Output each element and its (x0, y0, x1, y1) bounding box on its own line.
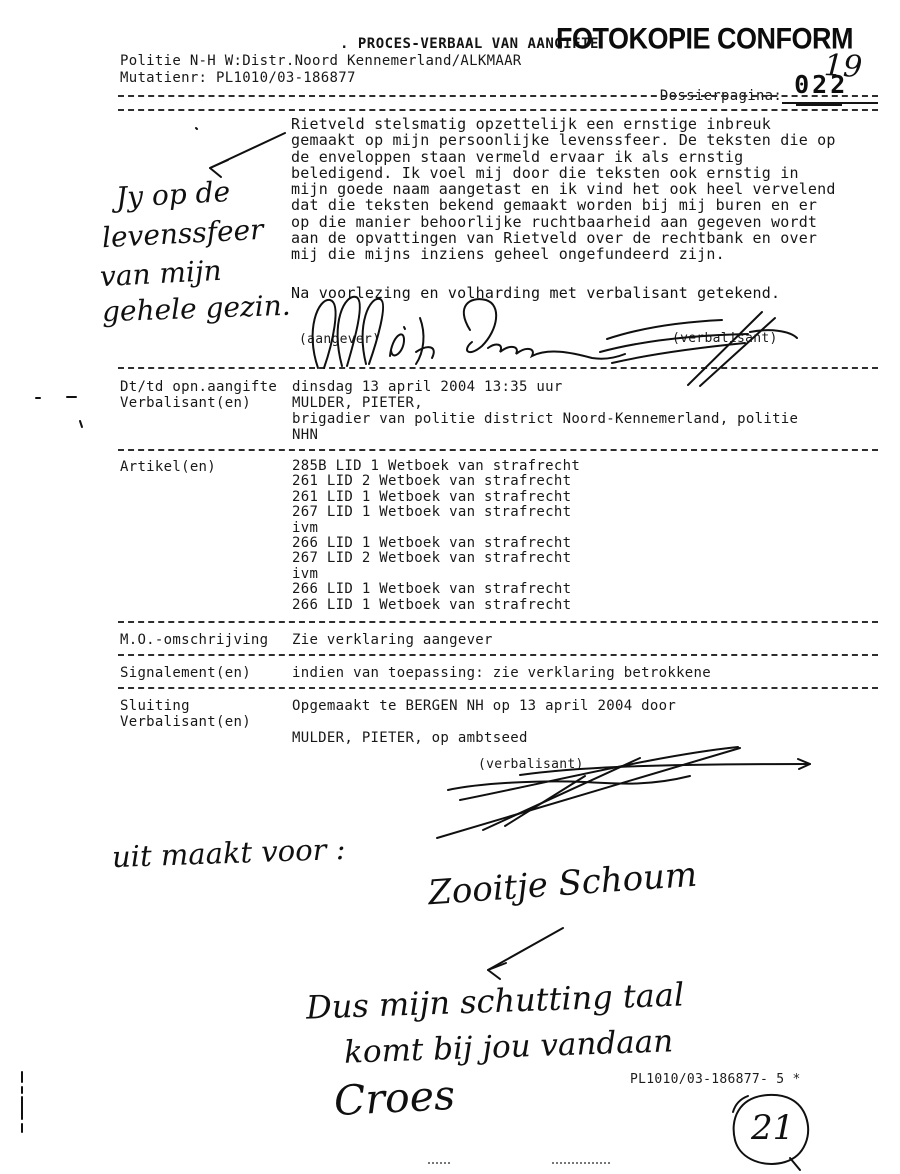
verbalisant-bottom-label: (verbalisant) (478, 757, 584, 772)
separator-line (118, 109, 878, 111)
label-mo-omschrijving: M.O.-omschrijving (120, 632, 269, 648)
closing-sentence: Na voorlezing en volharding met verbalisant getekend. (291, 284, 781, 302)
separator-line (118, 367, 878, 369)
value-mo: Zie verklaring aangever (292, 632, 493, 648)
field-label-dt (120, 379, 277, 411)
field-label-signalement (120, 665, 251, 681)
field-value-artikelen (292, 459, 580, 613)
value-verbalisant-rank: brigadier van politie district Noord-Kennemerland, politie (292, 411, 799, 427)
dossier-sub-underline (796, 104, 842, 106)
artikel-line: 266 LID 1 Wetboek van strafrecht (292, 535, 572, 552)
artikel-line: ivm (292, 519, 319, 536)
separator-line (118, 95, 878, 97)
statement-line: mij die mijns inziens geheel ongefundeerd zijn. (291, 245, 725, 264)
label-verbalisant: Verbalisant(en) (120, 395, 251, 411)
arrow-to-statement (210, 133, 285, 177)
scan-noise (552, 1162, 610, 1164)
document-title: . PROCES-VERBAAL VAN AANGIFTE (340, 36, 599, 52)
circled-page-number: 21 (751, 1108, 795, 1148)
artikel-line: 267 LID 2 Wetboek van strafrecht (292, 550, 572, 567)
statement-line: Rietveld stelsmatig opzettelijk een ernstige inbreuk (291, 115, 771, 133)
separator-line (118, 449, 878, 451)
footer-reference: PL1010/03-186877- 5 * (630, 1072, 801, 1087)
value-signalement: indien van toepassing: zie verklaring betrokkene (292, 665, 711, 681)
margin-note-line2: levenssfeer (101, 212, 265, 255)
field-value-dt (292, 379, 798, 443)
artikel-line: ivm (292, 565, 319, 582)
artikel-line: 267 LID 1 Wetboek van strafrecht (292, 504, 572, 521)
arrow-to-dus-note (488, 928, 563, 979)
aangever-label: (aangever) (299, 332, 381, 347)
dossier-label: Dossierpagina: (659, 88, 783, 104)
handwritten-dus-line1: Dus mijn schutting taal (305, 975, 685, 1027)
label-signalement: Signalement(en) (120, 665, 251, 681)
handwritten-page-19: 19 (823, 48, 864, 85)
artikel-line: 266 LID 1 Wetboek van strafrecht (292, 581, 572, 598)
value-date-time: dinsdag 13 april 2004 13:35 uur (292, 379, 563, 395)
separator-line (118, 687, 878, 689)
fotokopie-conform-stamp: FOTOKOPIE CONFORM (556, 22, 854, 56)
statement-line: op die manier behoorlijke ruchtbaarheid aan gegeven wordt (291, 212, 818, 231)
separator-line (118, 654, 878, 656)
field-label-sluiting (120, 698, 251, 730)
mutation-number: Mutatienr: PL1010/03-186877 (120, 70, 356, 86)
statement-line: dat die teksten bekend gemaakt worden bij mij buren en er (291, 196, 818, 215)
dossier-number-stamp: 022 (794, 70, 849, 99)
statement-text (291, 116, 836, 263)
statement-line: aan de opvattingen van Rietveld over de rechtbank en over (291, 229, 818, 248)
statement-line: de enveloppen staan vermeld ervaar ik als ernstig (291, 147, 744, 166)
separator-line (118, 621, 878, 623)
label-sluiting: Sluiting (120, 698, 190, 714)
label-sluiting-verbalisant: Verbalisant(en) (120, 714, 251, 730)
value-opgemaakt: Opgemaakt te BERGEN NH op 13 april 2004 door (292, 698, 677, 714)
statement-line: mijn goede naam aangetast en ik vind het ook heel vervelend (291, 180, 836, 199)
handwritten-uitmaakt: uit maakt voor : (111, 831, 347, 875)
field-label-artikelen (120, 459, 216, 475)
margin-note-line1: Jy op de (115, 175, 231, 214)
handwritten-zooitje: Zooitje Schoum (426, 854, 699, 914)
value-verbalisant-name: MULDER, PIETER, (292, 395, 423, 411)
margin-note-line3: van mijn (99, 253, 223, 294)
statement-line: beledigend. Ik voel mij door die teksten ook ernstig in (291, 163, 799, 182)
field-label-mo (120, 632, 268, 648)
artikel-line: 261 LID 1 Wetboek van strafrecht (292, 488, 572, 505)
verbalisant-label: (verbalisant) (672, 331, 778, 346)
statement-line: gemaakt op mijn persoonlijke levenssfeer. De teksten die op (291, 131, 836, 150)
handwritten-croes: Croes (332, 1070, 457, 1126)
field-value-signalement (292, 665, 711, 681)
handwritten-dus-line2: komt bij jou vandaan (343, 1023, 674, 1071)
police-org-line: Politie N-H W:Distr.Noord Kennemerland/ALKMAAR (120, 53, 522, 69)
scan-noise (428, 1162, 450, 1164)
artikel-line: 261 LID 2 Wetboek van strafrecht (292, 473, 572, 490)
field-value-sluiting (292, 698, 676, 746)
verbalisant-signature-top (600, 312, 797, 386)
artikel-line: 266 LID 1 Wetboek van strafrecht (292, 596, 572, 613)
artikel-line: 285B LID 1 Wetboek van strafrecht (292, 458, 581, 474)
field-value-mo (292, 632, 493, 648)
label-artikelen: Artikel(en) (120, 459, 217, 475)
value-ambtseed: MULDER, PIETER, op ambtseed (292, 730, 528, 746)
margin-note-line4: gehele gezin. (101, 288, 292, 329)
value-verbalisant-org: NHN (292, 427, 319, 443)
label-dt-opn-aangifte: Dt/td opn.aangifte (120, 379, 278, 395)
